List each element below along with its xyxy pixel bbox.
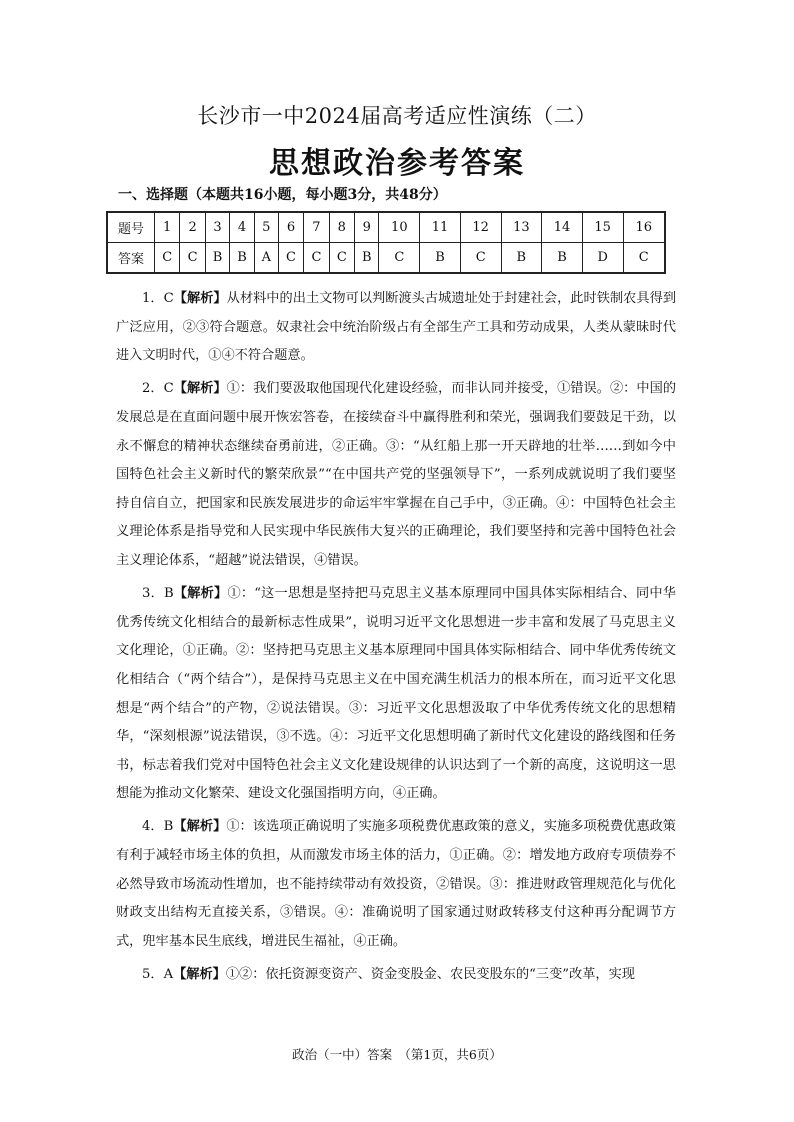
answer-cell: C [460,243,501,274]
page-footer: 政治（一中）答案 （第1页，共6页） [292,1047,502,1062]
item-text: 从材料中的出土文物可以判断渡头古城遗址处于封建社会，此时铁制农具得到广泛应用，②③符合题意。奴隶社会中统治阶级占有全部生产工具和劳动成果，人类从蒙昧时代进入文明时代，①④不符合题意。 [116,291,677,364]
question-number-row [107,212,665,243]
item-prefix: 1．C [142,291,174,306]
explanation-item [116,375,676,575]
answer-cell: C [329,243,354,274]
question-number-cell: 16 [623,212,665,243]
analysis-tag: 【解析】 [173,586,228,602]
question-number-cell: 3 [205,212,229,243]
document-subtitle: 思想政治参考答案 [269,146,525,181]
answer-cell: C [278,243,303,274]
item-prefix: 2．C [142,381,174,397]
analysis-tag: 【解析】 [173,381,227,397]
row-label-number: 题号 [107,212,155,243]
question-number-cell: 7 [304,212,329,243]
answer-table [106,211,666,274]
explanation-item [116,813,676,956]
answer-cell: A [254,243,278,274]
item-prefix: 4．B [142,819,174,835]
question-number-cell: 15 [582,212,623,243]
question-number-cell: 9 [355,212,379,243]
item-text: ①：该选项正确说明了实施多项税费优惠政策的意义，实施多项税费优惠政策有利于减轻市场主体的负担，从而激发市场主体的活力，①正确。②：增发地方政府专项债券不必然导致市场流动性增加，也不能持续带动有效投资，②错误。③：推进财政管理规范化与优化财政支出结构无直接关系，③错误。④：准确说明了国家通过财政转移支付这种再分配调节方式，兜牢基本民生底线，增进民生福祉，④正确。 [116,819,676,949]
answer-cell: B [542,243,583,274]
answer-cell: B [420,243,461,274]
answer-cell: C [304,243,329,274]
explanations [116,285,676,994]
answer-cell: B [230,243,254,274]
item-prefix: 3．B [142,586,174,602]
question-number-cell: 6 [278,212,303,243]
document-title: 长沙市一中2024届高考适应性演练（二） [197,104,597,128]
answer-cell: C [155,243,180,274]
question-number-cell: 5 [254,212,278,243]
explanation-item [116,580,676,809]
analysis-tag: 【解析】 [173,291,227,306]
item-text: ①：“这一思想是坚持把马克思主义基本原理同中国具体实际相结合、同中华优秀传统文化相结合的最新标志性成果”，说明习近平文化思想进一步丰富和发展了马克思主义文化理论，①正确。②：坚持把马克思主义基本原理同中国具体实际相结合、同中华优秀传统文化相结合（“两个结合”），是保持马克思主义在中国充满生机活力的根本所在，而习近平文化思想是“两个结合”的产物，②说法错误。③：习近平文化思想汲取了中华优秀传统文化的思想精华，“深刻根源”说法错误，③不选。④：习近平文化思想明确了新时代文化建设的路线图和任务书，标志着我们党对中国特色社会主义文化建设规律的认识达到了一个新的高度，这说明这一思想能为推动文化繁荣、建设文化强国指明方向，④正确。 [116,586,676,802]
answer-cell: C [379,243,420,274]
answer-row [107,243,665,274]
question-number-cell: 2 [180,212,205,243]
answer-cell: D [582,243,623,274]
question-number-cell: 8 [329,212,354,243]
question-number-cell: 1 [155,212,180,243]
answer-cell: B [355,243,379,274]
question-number-cell: 11 [420,212,461,243]
question-number-cell: 10 [379,212,420,243]
explanation-item [116,285,676,371]
answer-cell: C [180,243,205,274]
explanation-item [116,961,676,990]
question-number-cell: 14 [542,212,583,243]
question-number-cell: 4 [230,212,254,243]
analysis-tag: 【解析】 [173,819,227,835]
question-number-cell: 12 [460,212,501,243]
item-prefix: 5．A [142,967,174,983]
answer-cell: B [501,243,542,274]
item-text: ①：我们要汲取他国现代化建设经验，而非认同并接受，①错误。②：中国的发展总是在直面问题中展开恢宏答卷，在接续奋斗中赢得胜利和荣光，强调我们要鼓足干劲，以永不懈怠的精神状态继续奋勇前进，②正确。③：“从红船上那一开天辟地的壮举……到如今中国特色社会主义新时代的繁荣欣景”“在中国共产党的坚强领导下”，一系列成就说明了我们要坚持自信自立，把国家和民族发展进步的命运牢牢掌握在自己手中，③正确。④：中国特色社会主义理论体系是指导党和人民实现中华民族伟大复兴的正确理论，我们要坚持和完善中国特色社会主义理论体系，“超越”说法错误，④错误。 [116,381,677,568]
answer-cell: B [205,243,229,274]
answer-cell: C [623,243,665,274]
analysis-tag: 【解析】 [173,967,226,983]
item-text: ①②：依托资源变资产、资金变股金、农民变股东的“三变”改革，实现 [225,967,635,983]
row-label-answer: 答案 [107,243,155,274]
question-number-cell: 13 [501,212,542,243]
section-heading: 一、选择题（本题共16小题，每小题3分，共48分） [118,187,447,203]
